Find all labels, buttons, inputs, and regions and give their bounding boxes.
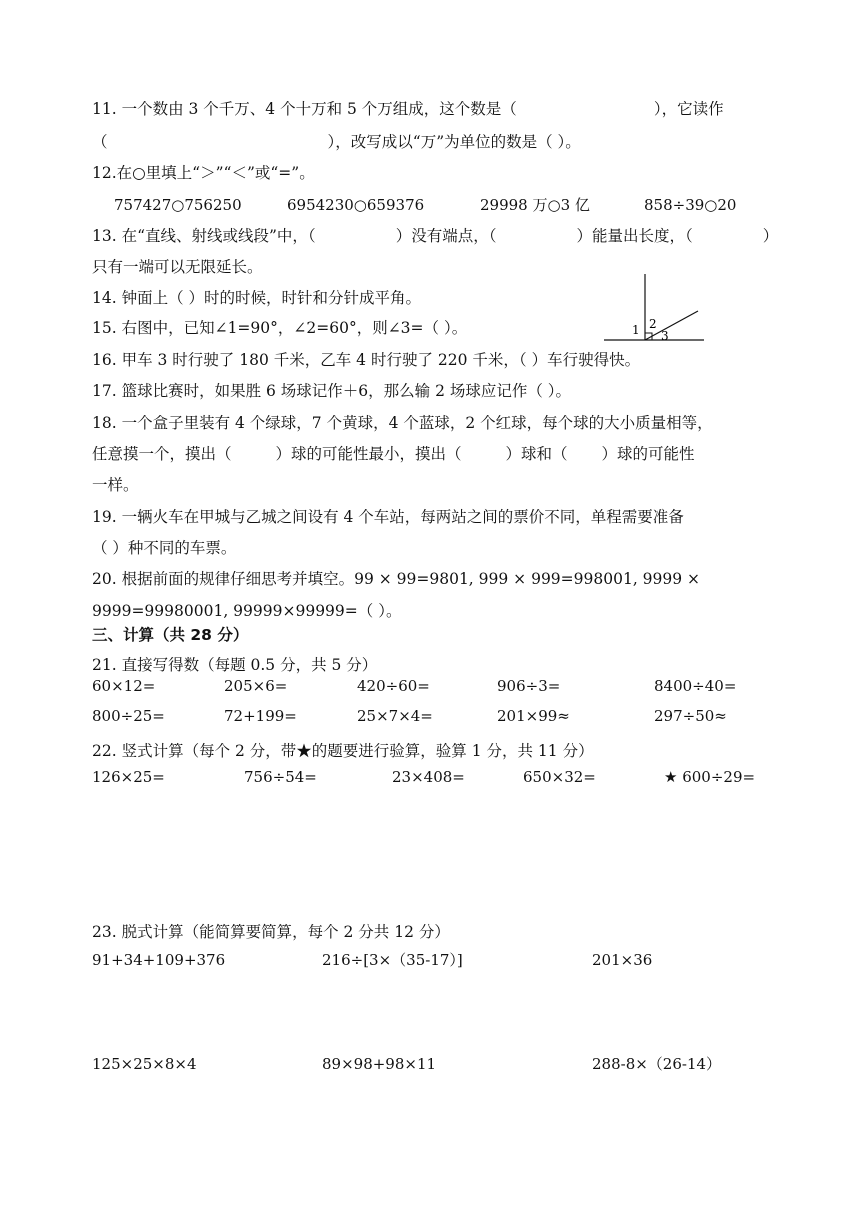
q17-text: 17. 篮球比赛时，如果胜 6 场球记作＋6，那么输 2 场球应记作（ ）。 xyxy=(92,382,572,400)
q14-text: 14. 钟面上（ ）时的时候，时针和分针成平角。 xyxy=(92,289,422,307)
q22-title: 22. 竖式计算（每个 2 分，带★的题要进行验算，验算 1 分，共 11 分） xyxy=(92,742,594,760)
q21-item: 906÷3= xyxy=(497,677,561,695)
q11-line1 xyxy=(92,99,724,119)
q13-line2: 只有一端可以无限延长。 xyxy=(92,258,263,276)
q16-text: 16. 甲车 3 时行驶了 180 千米，乙车 4 时行驶了 220 千米，（ ）车行驶得快。 xyxy=(92,351,641,369)
q22-item: 23×408= xyxy=(392,768,465,786)
q11-line2-rest: ），改写成以“万”为单位的数是（ ）。 xyxy=(327,133,581,151)
q23-item: 216÷[3×（35-17）] xyxy=(322,951,463,969)
q19-line1: 19. 一辆火车在甲城与乙城之间设有 4 个车站，每两站之间的票价不同，单程需要准备 xyxy=(92,508,684,526)
q21-item: 297÷50≈ xyxy=(654,707,727,725)
q18-part: ）球的可能性 xyxy=(601,445,695,463)
q21-title: 21. 直接写得数（每题 0.5 分，共 5 分） xyxy=(92,656,378,674)
q21-item: 25×7×4= xyxy=(357,707,433,725)
q21-item: 201×99≈ xyxy=(497,707,570,725)
q22-item: 756÷54= xyxy=(244,768,317,786)
q11-line1-right: ），它读作 xyxy=(653,100,724,118)
q20-line1: 20. 根据前面的规律仔细思考并填空。99 × 99=9801, 999 × 999=998001, 9999 × xyxy=(92,570,701,588)
q12-item: 29998 万○3 亿 xyxy=(480,196,590,214)
q12-item: 858÷39○20 xyxy=(644,196,737,214)
q21-item: 8400÷40= xyxy=(654,677,737,695)
q18-line3: 一样。 xyxy=(92,476,139,494)
q12-text: 12.在○里填上“＞”“＜”或“=”。 xyxy=(92,164,315,182)
q22-item: ★ 600÷29= xyxy=(664,768,756,786)
q22-item: 650×32= xyxy=(523,768,596,786)
q13-part: ）能量出长度，（ xyxy=(576,227,693,245)
angle-label-1: 1 xyxy=(632,323,640,337)
q12-item: 6954230○659376 xyxy=(287,196,425,214)
q18-line2 xyxy=(92,444,695,464)
q15-text: 15. 右图中，已知∠1=90°，∠2=60°，则∠3=（ ）。 xyxy=(92,319,468,337)
q21-item: 205×6= xyxy=(224,677,288,695)
section-title: 三、计算（共 28 分） xyxy=(92,626,249,644)
q23-item: 125×25×8×4 xyxy=(92,1055,197,1073)
q18-line1: 18. 一个盒子里装有 4 个绿球，7 个黄球，4 个蓝球，2 个红球，每个球的大小质量相等， xyxy=(92,414,713,432)
angle-label-3: 3 xyxy=(661,329,669,343)
q23-item: 201×36 xyxy=(592,951,653,969)
q13-line1 xyxy=(92,226,778,246)
q12-item: 757427○756250 xyxy=(114,196,242,214)
angle-label-2: 2 xyxy=(649,317,657,331)
q18-part: ）球的可能性最小，摸出（ xyxy=(275,445,462,463)
q23-item: 91+34+109+376 xyxy=(92,951,226,969)
q13-part: ）没有端点，（ xyxy=(395,227,497,245)
q18-part: ）球和（ xyxy=(505,445,568,463)
q23-item: 89×98+98×11 xyxy=(322,1055,437,1073)
q13-part: ） xyxy=(762,227,779,245)
q21-item: 420÷60= xyxy=(357,677,430,695)
q21-item: 60×12= xyxy=(92,677,156,695)
q11-line1-left: 11. 一个数由 3 个千万、4 个十万和 5 个万组成，这个数是（ xyxy=(92,100,517,118)
q21-item: 800÷25= xyxy=(92,707,165,725)
q22-item: 126×25= xyxy=(92,768,165,786)
q23-item: 288-8×（26-14） xyxy=(592,1055,722,1073)
q21-item: 72+199= xyxy=(224,707,297,725)
q18-part: 任意摸一个，摸出（ xyxy=(92,445,232,463)
q11-line2-open: （ xyxy=(92,133,108,151)
q11-line2 xyxy=(92,132,581,152)
q13-part: 13. 在“直线、射线或线段”中，（ xyxy=(92,227,316,245)
q19-line2: （ ）种不同的车票。 xyxy=(92,539,237,557)
q23-title: 23. 脱式计算（能简算要简算，每个 2 分共 12 分） xyxy=(92,923,450,941)
angle-figure xyxy=(600,270,710,346)
q20-line2: 9999=99980001, 99999×99999=（ ）。 xyxy=(92,602,402,620)
